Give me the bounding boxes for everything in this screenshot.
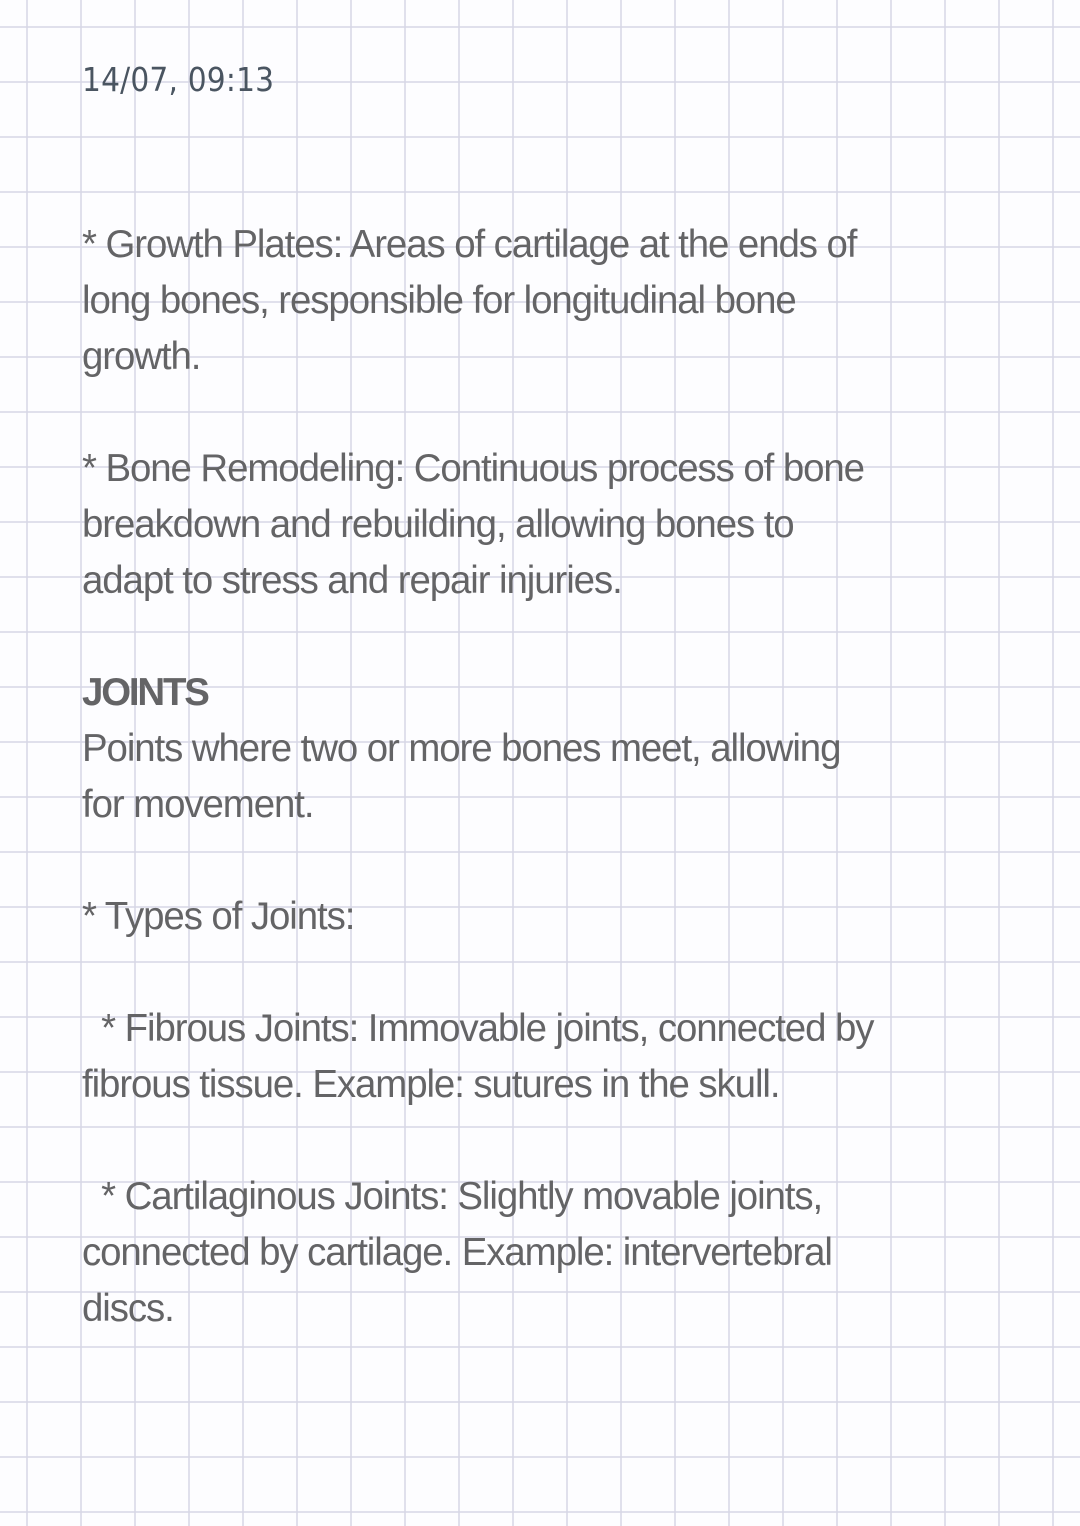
note-timestamp: 14/07, 09:13 [82,60,275,99]
note-line: breakdown and rebuilding, allowing bones to [82,503,794,546]
note-line-fibrous-joints: * Fibrous Joints: Immovable joints, connected by [82,1007,874,1050]
note-line-cartilaginous-joints: * Cartilaginous Joints: Slightly movable joints, [82,1175,823,1218]
note-line: for movement. [82,783,314,826]
note-line-growth-plates: * Growth Plates: Areas of cartilage at the ends of [82,223,857,266]
note-line-joints-definition: Points where two or more bones meet, allowing [82,727,841,770]
note-line: growth. [82,335,201,378]
note-body[interactable] [82,217,1042,1337]
note-line: discs. [82,1287,174,1330]
note-line: connected by cartilage. Example: intervertebral [82,1231,832,1274]
blank-line [82,945,1028,1001]
note-line-bone-remodeling: * Bone Remodeling: Continuous process of bone [82,447,864,490]
blank-line [82,1113,1028,1169]
note-line: adapt to stress and repair injuries. [82,559,622,602]
blank-line [82,385,1028,441]
blank-line [82,609,1028,665]
blank-line [82,833,1028,889]
section-heading-joints: JOINTS [82,671,208,714]
note-line-types-of-joints: * Types of Joints: [82,895,355,938]
note-line: long bones, responsible for longitudinal bone [82,279,796,322]
note-line: fibrous tissue. Example: sutures in the skull. [82,1063,780,1106]
